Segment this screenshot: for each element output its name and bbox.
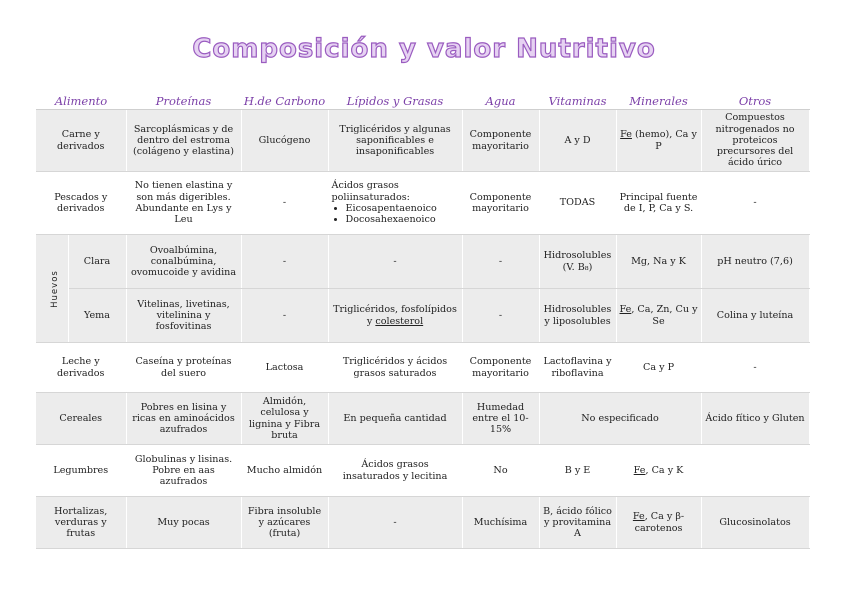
minerals-rest: , Ca, Zn, Cu y Se xyxy=(631,304,698,327)
iron-fe: Fe xyxy=(633,464,646,476)
cell-hc: - xyxy=(241,289,328,343)
cell-otros: - xyxy=(701,172,809,235)
cell-lipidos: Ácidos grasos insaturados y lecitina xyxy=(328,445,462,497)
cell-proteinas: Sarcoplásmicas y de dentro del estroma (colágeno y elastina) xyxy=(126,110,241,172)
cell-proteinas: No tienen elastina y son más digeribles. Abundante en Lys y Leu xyxy=(126,172,241,235)
iron-fe: Fe xyxy=(619,304,632,316)
cell-agua: Humedad entre el 10-15% xyxy=(462,393,539,445)
cell-vitaminas: Hidrosolubles (V. B₈) xyxy=(539,235,616,289)
cell-proteinas: Ovoalbúmina, conalbúmina, ovomucoide y avidina xyxy=(126,235,241,289)
cell-agua: - xyxy=(462,289,539,343)
cell-agua: Componente mayoritario xyxy=(462,172,539,235)
cell-lipidos: Triglicéridos y ácidos grasos saturados xyxy=(328,343,462,393)
cell-hc: Almidón, celulosa y lignina y Fibra bruta xyxy=(241,393,328,445)
cell-alimento: Legumbres xyxy=(36,445,126,497)
group-label-huevos xyxy=(36,235,68,343)
cell-minerales xyxy=(616,445,701,497)
cell-otros: Compuestos nitrogenados no proteicos precursores del ácido úrico xyxy=(701,110,809,172)
cell-otros: - xyxy=(701,343,809,393)
header-lipidos: Lípidos y Grasas xyxy=(328,92,462,110)
cell-lipidos: - xyxy=(328,497,462,549)
iron-fe: Fe xyxy=(620,129,632,141)
header-hc: H.de Carbono xyxy=(241,92,328,110)
cell-otros xyxy=(701,445,809,497)
table-row xyxy=(36,445,809,497)
cell-otros: pH neutro (7,6) xyxy=(701,235,809,289)
cell-hc: Glucógeno xyxy=(241,110,328,172)
cell-proteinas: Globulinas y lisinas. Pobre en aas azufrados xyxy=(126,445,241,497)
cell-agua: Componente mayoritario xyxy=(462,110,539,172)
nutrition-table xyxy=(36,92,810,549)
cell-otros: Ácido fítico y Gluten xyxy=(701,393,809,445)
cell-alimento: Cereales xyxy=(36,393,126,445)
table-row xyxy=(36,289,809,343)
cell-minerales xyxy=(616,497,701,549)
cell-hc: Fibra insoluble y azúcares (fruta) xyxy=(241,497,328,549)
cell-otros: Colina y luteína xyxy=(701,289,809,343)
header-vitaminas: Vitaminas xyxy=(539,92,616,110)
cell-agua: No xyxy=(462,445,539,497)
header-agua: Agua xyxy=(462,92,539,110)
header-row xyxy=(36,92,809,110)
cell-proteinas: Vitelinas, livetinas, vitelinina y fosfovitinas xyxy=(126,289,241,343)
cell-vitaminas-minerales: No especificado xyxy=(539,393,701,445)
cell-otros: Glucosinolatos xyxy=(701,497,809,549)
cell-lipidos xyxy=(328,172,462,235)
header-proteinas: Proteínas xyxy=(126,92,241,110)
lipidos-intro: Ácidos grasos poliinsaturados: xyxy=(331,180,410,203)
table-row xyxy=(36,343,809,393)
cell-agua: - xyxy=(462,235,539,289)
cell-alimento: Clara xyxy=(68,235,126,289)
cell-hc: Lactosa xyxy=(241,343,328,393)
minerals-rest: (hemo), Ca y P xyxy=(631,129,697,152)
iron-fe: Fe xyxy=(632,511,645,523)
minerals-rest: , Ca y β-carotenos xyxy=(634,511,685,534)
table-row xyxy=(36,110,809,172)
table-row xyxy=(36,497,809,549)
cell-lipidos: - xyxy=(328,235,462,289)
cell-vitaminas: Hidrosolubles y liposolubles xyxy=(539,289,616,343)
cell-agua: Componente mayoritario xyxy=(462,343,539,393)
header-otros: Otros xyxy=(701,92,809,110)
cell-hc: - xyxy=(241,172,328,235)
cell-alimento: Hortalizas, verduras y frutas xyxy=(36,497,126,549)
cell-proteinas: Pobres en lisina y ricas en aminoácidos azufrados xyxy=(126,393,241,445)
cell-vitaminas: B y E xyxy=(539,445,616,497)
page-title: Composición y valor Nutritivo xyxy=(192,34,656,64)
lipidos-text: Triglicéridos, fosfolípidos y xyxy=(333,304,457,327)
table-row xyxy=(36,172,809,235)
colesterol-text: colesterol xyxy=(375,315,424,327)
cell-lipidos: En pequeña cantidad xyxy=(328,393,462,445)
header-alimento: Alimento xyxy=(36,92,126,110)
cell-minerales xyxy=(616,110,701,172)
cell-vitaminas: TODAS xyxy=(539,172,616,235)
cell-proteinas: Muy pocas xyxy=(126,497,241,549)
group-label-text: Huevos xyxy=(49,270,60,308)
cell-agua: Muchísima xyxy=(462,497,539,549)
cell-proteinas: Caseína y proteínas del suero xyxy=(126,343,241,393)
cell-alimento: Leche y derivados xyxy=(36,343,126,393)
cell-minerales: Mg, Na y K xyxy=(616,235,701,289)
cell-vitaminas: B, ácido fólico y provitamina A xyxy=(539,497,616,549)
header-minerales: Minerales xyxy=(616,92,701,110)
minerals-rest: , Ca y K xyxy=(645,464,684,476)
cell-minerales: Principal fuente de I, P, Ca y S. xyxy=(616,172,701,235)
cell-alimento: Pescados y derivados xyxy=(36,172,126,235)
table-row xyxy=(36,235,809,289)
table-row xyxy=(36,393,809,445)
list-item: • Eicosapentaenoico xyxy=(346,203,459,214)
list-item: • Docosahexaenoico xyxy=(346,214,459,225)
cell-vitaminas: Lactoflavina y riboflavina xyxy=(539,343,616,393)
cell-minerales: Ca y P xyxy=(616,343,701,393)
cell-alimento: Yema xyxy=(68,289,126,343)
cell-vitaminas: A y D xyxy=(539,110,616,172)
cell-hc: - xyxy=(241,235,328,289)
cell-hc: Mucho almidón xyxy=(241,445,328,497)
cell-minerales xyxy=(616,289,701,343)
cell-alimento: Carne y derivados xyxy=(36,110,126,172)
cell-lipidos xyxy=(328,289,462,343)
lipidos-list xyxy=(332,203,459,226)
cell-lipidos: Triglicéridos y algunas saponificables e insaponificables xyxy=(328,110,462,172)
